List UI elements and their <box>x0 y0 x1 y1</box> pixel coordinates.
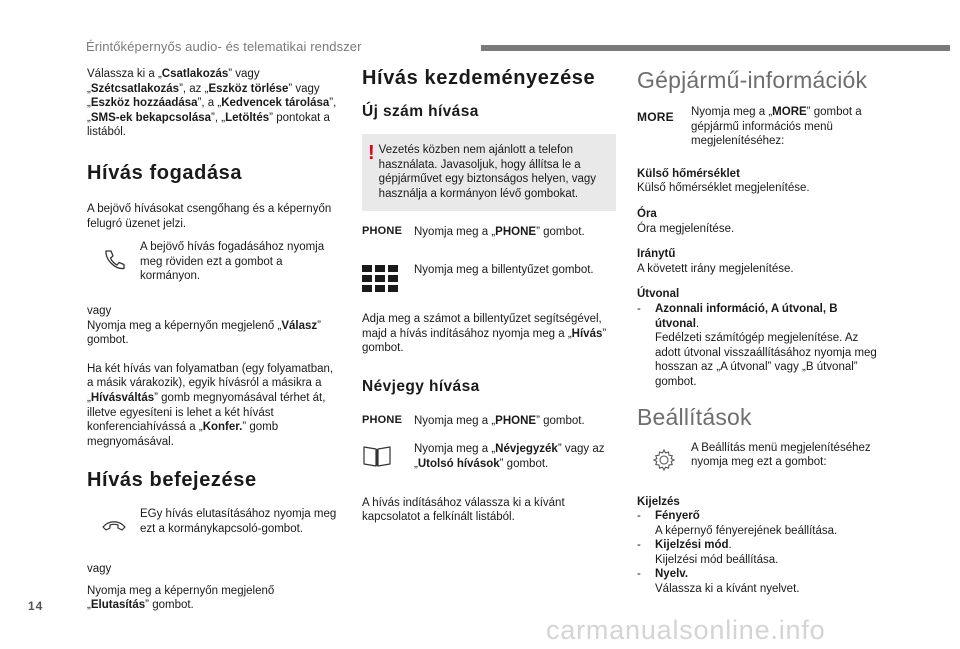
receive-instruction: A bejövő hívás fogadásához nyomja meg röviden ezt a gombot a kormányon. <box>87 241 337 284</box>
heading-call-contact: Névjegy hívása <box>362 377 480 395</box>
phone-instruction-2: PHONE Nyomja meg a „PHONE” gombot. <box>362 413 585 427</box>
info-item-1: Óra Óra megjelenítése. <box>637 207 735 235</box>
heading-new-number: Új szám hívása <box>362 103 479 120</box>
display-item-language: - Nyelv. Válassza ki a kívánt nyelvet. <box>637 568 800 596</box>
display-item-brightness: - Fényerő A képernyő fényerejének beállítása. <box>637 510 838 537</box>
book-icon <box>362 442 414 468</box>
header-title: Érintőképernyős audio- és telematikai rendszer <box>86 39 362 54</box>
column-left <box>87 67 337 613</box>
display-settings: Kijelzés - Fényerő A képernyő fényerejének beállítása. - Kijelzési mód. Kijelzési mód beállítása. - Nyelv. Válassza ki a kívánt nyelvet. <box>637 495 877 597</box>
contacts-instruction: Nyomja meg a „Névjegyzék” vagy az „Utolsó hívások” gombot. <box>362 442 616 471</box>
column-middle <box>362 67 616 525</box>
column-right <box>637 67 877 597</box>
or-text-1: vagy <box>87 304 112 317</box>
more-button-icon: MORE <box>637 110 674 124</box>
keypad-instruction: Nyomja meg a billentyűzet gombot. <box>362 263 616 292</box>
or-text-2: vagy <box>87 563 112 576</box>
info-item-0: Külső hőmérséklet Külső hőmérséklet megjelenítése. <box>637 167 810 195</box>
keypad-icon <box>362 263 414 292</box>
heading-vehicle-info: Gépjármű-információk <box>637 67 868 93</box>
phone-instruction-1: PHONE Nyomja meg a „PHONE” gombot. <box>362 225 585 239</box>
page-number: 14 <box>28 599 44 613</box>
route-item: Útvonal - Azonnali információ, A útvonal, B útvonal. Fedélzeti számítógép megjelenítése. Az adott útvonal visszaállításához nyomja meg hosszan az „A útvonal” vagy „B útvonal” gombot. <box>637 288 877 388</box>
display-item-mode: - Kijelzési mód. Kijelzési mód beállítása. <box>637 539 779 566</box>
phone-button-icon-2: PHONE <box>362 413 403 426</box>
dial-text: Adja meg a számot a billentyűzet segítségével, majd a hívás indításához nyomja meg a „Hívás” gombot. <box>362 312 607 355</box>
warning-box: ! Vezetés közben nem ajánlott a telefon használata. Javasoljuk, hogy állítsa le a gépjárművet egy biztonságos helyen, vagy használja a kormányon lévő gombokat. <box>362 134 616 211</box>
answer-text: Nyomja meg a képernyőn megjelenő „Válasz” gombot. <box>87 319 321 347</box>
heading-settings: Beállítások <box>637 403 752 430</box>
warning-icon: ! <box>368 142 375 164</box>
watermark: carmanualsonline.info <box>546 615 826 645</box>
settings-instruction: A Beállítás menü megjelenítéséhez nyomja meg ezt a gombot: <box>637 443 877 477</box>
more-instruction: MORE Nyomja meg a „MORE” gombot a gépjármű információs menü megjelenítéséhez: <box>637 106 862 148</box>
heading-end-call: Hívás befejezése <box>87 469 257 492</box>
heading-make-call: Hívás kezdeményezése <box>362 67 596 89</box>
reject-text: Nyomja meg a képernyőn megjelenő „Elutasítás” gombot. <box>87 584 275 612</box>
hangup-icon <box>87 508 140 542</box>
gear-icon <box>637 443 691 477</box>
header-bar <box>481 45 950 51</box>
info-item-2: Iránytű A követett irány megjelenítése. <box>637 248 794 275</box>
phone-button-icon: PHONE <box>362 225 403 238</box>
heading-receive-call: Hívás fogadása <box>87 161 243 184</box>
intro-paragraph: Válassza ki a „Csatlakozás” vagy „Szétcsatlakozás”, az „Eszköz törlése” vagy „Eszköz hozzáadása”, a „Kedvencek tárolása”, „SMS-ek bekapcsolása”, „Letöltés” pontokat a listából. <box>87 68 337 139</box>
two-calls-text: Ha két hívás van folyamatban (egy folyamatban, a másik várakozik), egyik hívásról a másikra a „Hívásváltás” gomb megnyomásával térhet át, illetve egyesíteni is lehet a két hívást konferenciahívássá a „Konfer.” gomb megnyomásával. <box>87 362 334 448</box>
select-contact-text: A hívás indításához válassza ki a kívánt kapcsolatot a felkínált listából. <box>362 496 565 524</box>
steering-phone-icon <box>87 241 140 277</box>
end-instruction: EGy hívás elutasításához nyomja meg ezt a kormánykapcsoló-gombot. <box>87 508 337 542</box>
receive-text: A bejövő hívásokat csengőhang és a képernyőn felugró üzenet jelzi. <box>87 202 332 230</box>
